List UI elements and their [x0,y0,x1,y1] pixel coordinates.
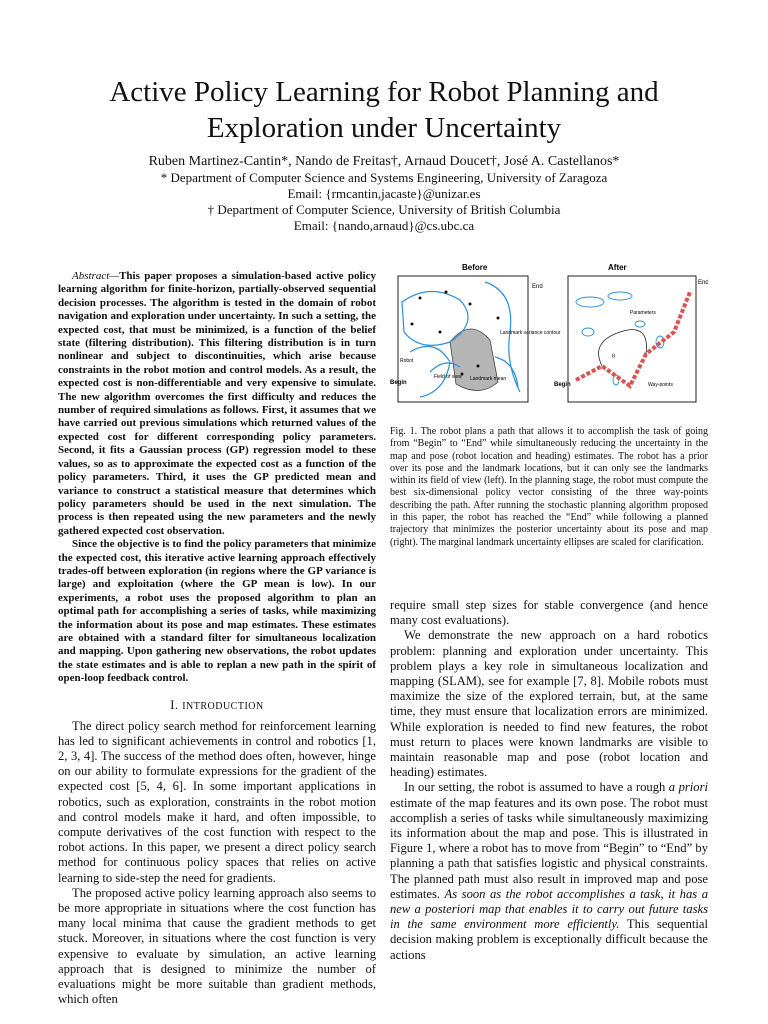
email-2: Email: {nando,arnaud}@cs.ubc.ca [293,218,475,233]
left-column [58,270,376,1007]
abstract-paragraph-2: Since the objective is to find the policy parameters that minimize the expected cost, this iterative active learning approach effectively trades-off between exploration (in regions where the GP variance is large) and exploitation (where the GP mean is low). In our experiments, a robot uses the proposed algorithm to plan an optimal path for accomplishing a series of tasks, while maximizing the information about its pose and map estimates. These estimates are obtained with a standard filter for simultaneous localization and mapping. Upon gathering new observations, the robot updates the state estimates and is able to replan a new path in the spirit of open-loop feedback control. [58,538,376,685]
after-end-label: End [698,280,708,286]
waypoints-label: Way-points [648,382,673,388]
after-label: After [608,263,627,272]
before-label: Before [462,263,488,272]
author-names: Ruben Martinez-Cantin*, Nando de Freitas†, Arnaud Doucet†, José A. Castellanos* [148,154,620,169]
title-line-2: Exploration under Uncertainty [206,112,562,144]
affiliation-2: † Department of Computer Science, University of British Columbia [207,202,561,217]
figure-1-illustration [390,262,708,412]
abstract [58,270,376,686]
p2-part-c: estimate of the map features and its own pose. The robot must accomplish a series of tasks while simultaneously maximizing its information about the map and pose. This is illustrated in Figure 1, where a robot has to move from “Begin” to “End” by planning a path that satisfies logistic and physical constraints. The planned path must also result in improved map and pose estimates. [390,795,708,901]
right-paragraph-1: We demonstrate the new approach on a hard robotics problem: planning and exploration under uncertainty. This problem plays a key role in simultaneous localization and mapping (SLAM), see for example [7, 8]. Mobile robots must maximize the size of the explored terrain, but, at the same time, they must ensure that localization errors are minimized. While exploration is needed to find new features, the robot must return to places were known landmarks are visible to maintain reasonable map and pose (robot location and heading) estimates. [390,628,708,780]
field-of-view-label: Field of view [434,374,462,380]
landmark-variance-label: Landmark variance contour [500,330,561,336]
intro-text [58,719,376,1008]
figure-1-caption [390,426,708,549]
figure-1 [390,262,708,412]
title-line-1: Active Policy Learning for Robot Planning and [109,76,659,108]
p2-part-e: This sequential decision making problem is exceptionally difficult because the actions [390,917,708,962]
email-1: Email: {rmcantin,jacaste}@unizar.es [287,186,481,201]
parameters-label: Parameters [630,310,656,316]
robot-label: Robot [400,358,414,364]
before-end-label: End [532,284,543,290]
right-paragraph-2 [390,780,708,962]
abstract-paragraph-1: This paper proposes a simulation-based active policy learning algorithm for finite-horizon, partially-observed sequential decision processes. The algorithm is tested in the domain of robot navigation and exploration under uncertainty. In such a setting, the expected cost, that must be minimized, is a function of the belief state (filtering distribution). This filtering distribution is in turn nonlinear and subject to discontinuities, which arise because constraints in the robot motion and control models. As a result, the expected cost is non-differentiable and very expensive to simulate. The new algorithm overcomes the first difficulty and reduces the number of required simulations as follows. First, it assumes that we have carried out previous simulations which returned values of the expected cost for different corresponding policy parameters. Second, it fits a Gaussian process (GP) regression model to these values, so as to approximate the expected cost as a function of the policy parameters. Third, it uses the GP predicted mean and variance to construct a statistical measure that determines which policy parameters should be used in the next simulation. The process is then repeated using the new parameters and the newly gathered expected cost observation. [58,270,376,537]
intro-paragraph-1: The direct policy search method for reinforcement learning has led to significant achievements in control and robotics [1, 2, 3, 4]. The success of the method does often, however, hinge on our ability to formulate expressions for the gradient of the expected cost [5, 4, 6]. In some important applications in robotics, such as exploration, constraints in the robot motion and control models make it hard, and often impossible, to compute derivatives of the cost function with respect to the robot actions. In this paper, we present a direct policy search method for continuous policy spaces that relies on active learning to side-step the need for gradients. [58,718,376,885]
intro-paragraph-2: The proposed active policy learning approach also seems to be more appropriate in situations where the cost function has many local minima that cause the gradient methods to get stuck. Moreover, in situations where the cost function is very expensive to evaluate by simulation, an active learning approach that is designed to minimize the number of evaluations might be more suitable than gradient methods, which often [58,885,376,1007]
affiliation-1: * Department of Computer Science and Systems Engineering, University of Zaragoza [160,170,608,185]
paper-title [40,74,728,146]
right-column-text [390,598,708,963]
right-column-figure [390,262,708,549]
landmark-mean-label: Landmark mean [470,376,507,382]
after-begin-label: Begin [554,382,571,388]
caption-text: Fig. 1. The robot plans a path that allows it to accomplish the task of going from “Begin” to “End” while simultaneously reducing the uncertainty in the map and pose (robot location and heading) estimates. The robot has a prior over its pose and the landmark locations, but it can only see the landmarks within its field of view (left). In the planning stage, the robot must compute the best six-dimensional policy vector consisting of the three way-points describing the path. After running the stochastic planning algorithm proposed in this paper, the robot has reached the “End” while following a planned trajectory that minimizes the posterior uncertainty about its pose and map (right). The marginal landmark uncertainty ellipses are scaled for clarification. [390,426,708,548]
section-number: I. [170,697,179,712]
p2-part-a: In our setting, the robot is assumed to have a rough [404,780,666,795]
theta-symbol: θ [612,354,615,360]
parameter-arrows [599,330,647,366]
planned-path [576,292,690,386]
right-paragraph-0: require small step sizes for stable convergence (and hence many cost evaluations). [390,598,708,628]
p2-italic-sentence: As soon as the robot accomplishes a task, it has a new a posteriori map that enables it to carry out future tasks in the same environment more efficiently. [390,886,708,932]
abstract-lead: Abstract— [72,270,120,282]
section-title: INTRODUCTION [182,700,264,712]
before-begin-label: Begin [390,380,407,386]
p2-a-priori: a priori [668,780,708,795]
author-block [40,154,728,234]
section-heading-introduction [58,698,376,713]
